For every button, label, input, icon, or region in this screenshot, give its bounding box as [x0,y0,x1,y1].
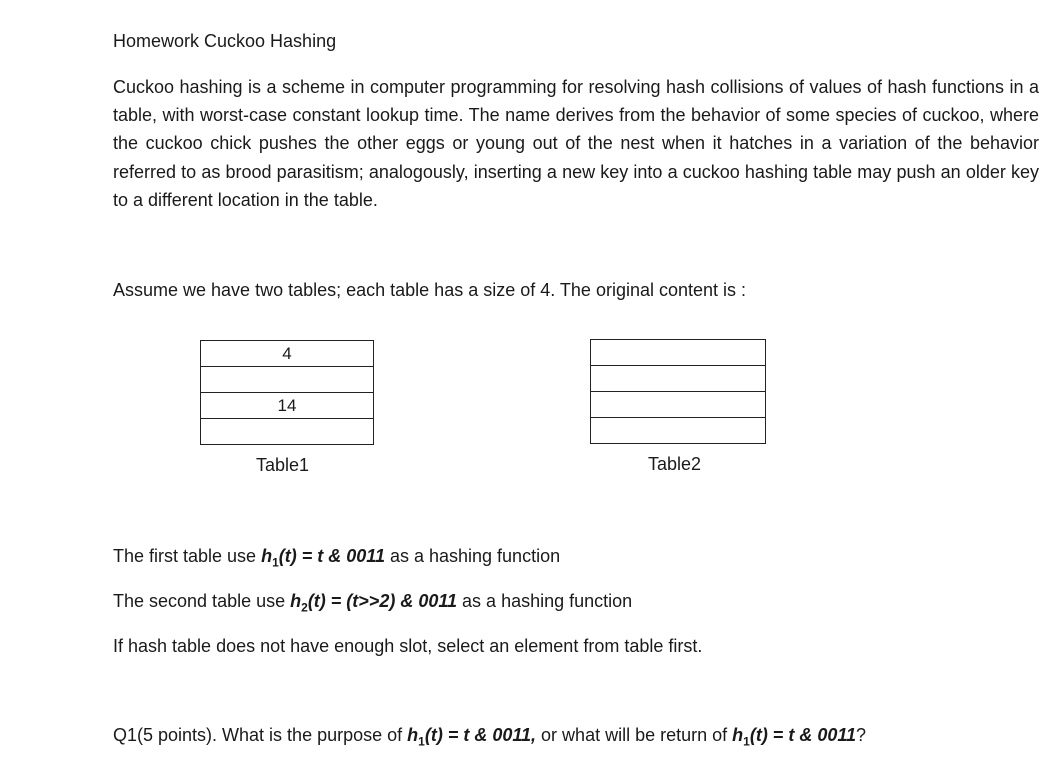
fn-subscript: 2 [301,600,308,615]
slot-rule-line: If hash table does not have enough slot, select an element from table first. [113,636,703,656]
q1-suffix: ? [856,725,867,745]
table2-slot-2 [591,392,766,418]
table2-slot-1 [591,366,766,392]
table2-caption: Table2 [648,454,702,474]
hash-function-2-line [113,591,632,615]
q1-function-2 [732,725,857,749]
intro-paragraph: Cuckoo hashing is a scheme in computer programming for resolving hash collisions of values of hash functions in a table, with worst-case constant lookup time. The name derives from the behavior of some species of cuckoo, where the cuckoo chick pushes the other eggs or young out of the nest when it hatches in a variation of the behavior referred to as brood parasitism; analogously, inserting a new key into a cuckoo hashing table may push an older key to a different location in the table. [113,77,1039,210]
q1-function-1 [407,725,537,749]
hash-function-1-line [113,546,560,570]
fn-subscript: 1 [418,734,425,749]
question-1 [113,725,866,749]
fn-expression: (t) = t & 0011 [749,725,857,745]
line1-suffix: as a hashing function [384,546,561,566]
table2-slot-3 [591,418,766,444]
table1-slot-1 [201,367,374,393]
fn-name: h [261,546,273,566]
fn-subscript: 1 [272,555,279,570]
table1 [200,340,374,445]
assume-statement: Assume we have two tables; each table has a size of 4. The original content is : [113,280,747,300]
table2 [590,339,766,444]
line1-prefix: The first table use [113,546,262,566]
fn-name: h [407,725,419,745]
line2-prefix: The second table use [113,591,291,611]
document-title: Homework Cuckoo Hashing [113,31,337,51]
hash-function-1 [261,546,385,570]
q1-prefix: Q1(5 points). What is the purpose of [113,725,408,745]
fn-expression: (t) = (t>>2) & 0011 [307,591,458,611]
table1-slot-0: 4 [201,341,374,367]
table1-slot-3 [201,419,374,445]
q1-middle: or what will be return of [536,725,733,745]
fn-name: h [290,591,302,611]
fn-name: h [732,725,744,745]
table2-slot-0 [591,340,766,366]
table1-slot-2: 14 [201,393,374,419]
fn-expression: (t) = t & 0011, [424,725,537,745]
fn-expression: (t) = t & 0011 [278,546,385,566]
line2-suffix: as a hashing function [457,591,633,611]
hash-function-2 [290,591,458,615]
fn-subscript: 1 [743,734,750,749]
table1-caption: Table1 [256,455,310,475]
